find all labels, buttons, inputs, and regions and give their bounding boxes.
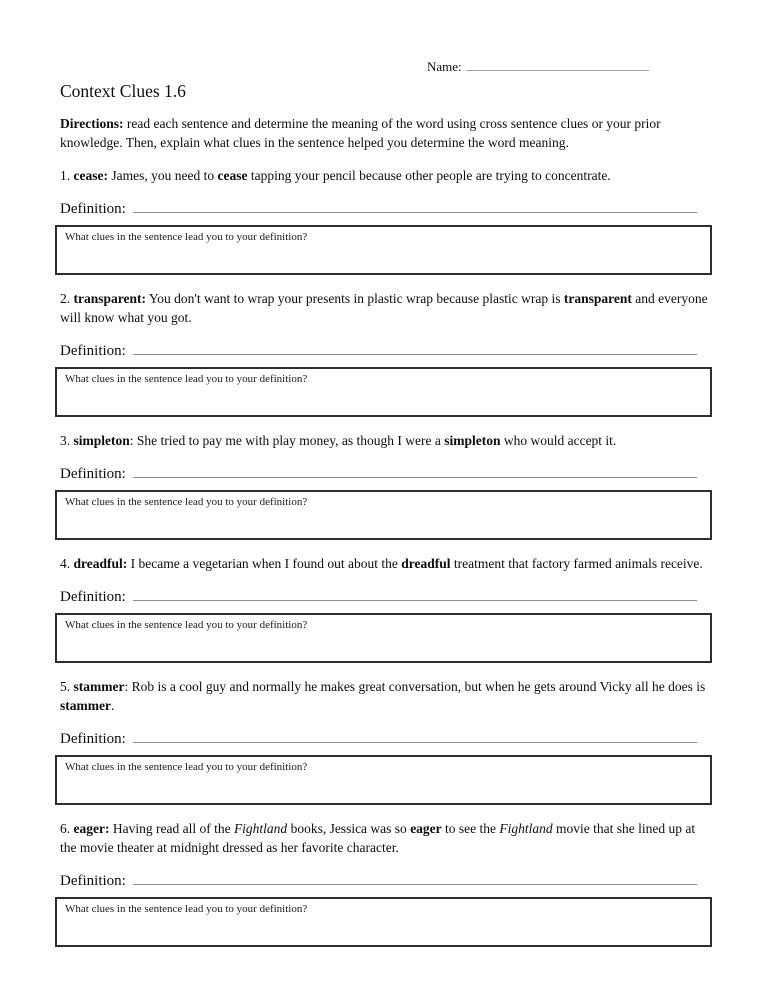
question-sentence: 4. dreadful: I became a vegetarian when I found out about the dreadful treatment that factory farmed animals receive. (60, 556, 703, 571)
definition-row (55, 338, 712, 361)
clue-answer-box[interactable] (55, 897, 712, 947)
clue-answer-box[interactable] (55, 490, 712, 540)
question-sentence: 2. transparent: You don't want to wrap your presents in plastic wrap because plastic wrap is transparent and everyone will know what you got. (60, 291, 708, 325)
question-section (55, 677, 712, 805)
name-row (55, 0, 712, 75)
definition-row (55, 868, 712, 891)
question-section (55, 289, 712, 417)
worksheet-content (55, 0, 712, 947)
clue-prompt: What clues in the sentence lead you to your definition? (65, 231, 308, 243)
name-label: Name: (427, 59, 462, 74)
definition-label: Definition: (60, 201, 126, 217)
clue-answer-box[interactable] (55, 225, 712, 275)
definition-answer-line[interactable] (133, 726, 697, 743)
page-title: Context Clues 1.6 (60, 81, 186, 101)
clue-answer-box[interactable] (55, 367, 712, 417)
definition-row (55, 196, 712, 219)
definition-answer-line[interactable] (133, 196, 697, 213)
clue-prompt: What clues in the sentence lead you to your definition? (65, 903, 308, 915)
definition-row (55, 726, 712, 749)
definition-label: Definition: (60, 589, 126, 605)
definition-label: Definition: (60, 731, 126, 747)
definition-answer-line[interactable] (133, 584, 697, 601)
clue-answer-box[interactable] (55, 613, 712, 663)
definition-label: Definition: (60, 873, 126, 889)
clue-prompt: What clues in the sentence lead you to your definition? (65, 761, 308, 773)
question-sentence: 6. eager: Having read all of the Fightland books, Jessica was so eager to see the Fightland movie that she lined up at the movie theater at midnight dressed as her favorite character. (60, 821, 696, 855)
directions-text: Directions: read each sentence and determine the meaning of the word using cross sentence clues or your prior knowledge. Then, explain what clues in the sentence helped you determine the word meaning. (60, 116, 661, 150)
question-sentence: 1. cease: James, you need to cease tapping your pencil because other people are trying to concentrate. (60, 168, 611, 183)
question-section (55, 819, 712, 947)
definition-answer-line[interactable] (133, 338, 697, 355)
clue-prompt: What clues in the sentence lead you to your definition? (65, 373, 308, 385)
definition-answer-line[interactable] (133, 461, 697, 478)
definition-label: Definition: (60, 466, 126, 482)
question-sentence: 5. stammer: Rob is a cool guy and normally he makes great conversation, but when he gets around Vicky all he does is stammer. (60, 679, 706, 713)
question-sentence: 3. simpleton: She tried to pay me with play money, as though I were a simpleton who would accept it. (60, 433, 617, 448)
question-section (55, 166, 712, 275)
clue-prompt: What clues in the sentence lead you to your definition? (65, 496, 308, 508)
definition-label: Definition: (60, 343, 126, 359)
clue-answer-box[interactable] (55, 755, 712, 805)
question-section (55, 431, 712, 540)
question-section (55, 554, 712, 663)
definition-answer-line[interactable] (133, 868, 697, 885)
definition-row (55, 584, 712, 607)
definition-row (55, 461, 712, 484)
clue-prompt: What clues in the sentence lead you to your definition? (65, 619, 308, 631)
questions (55, 166, 712, 947)
name-blank-line[interactable] (466, 57, 649, 71)
